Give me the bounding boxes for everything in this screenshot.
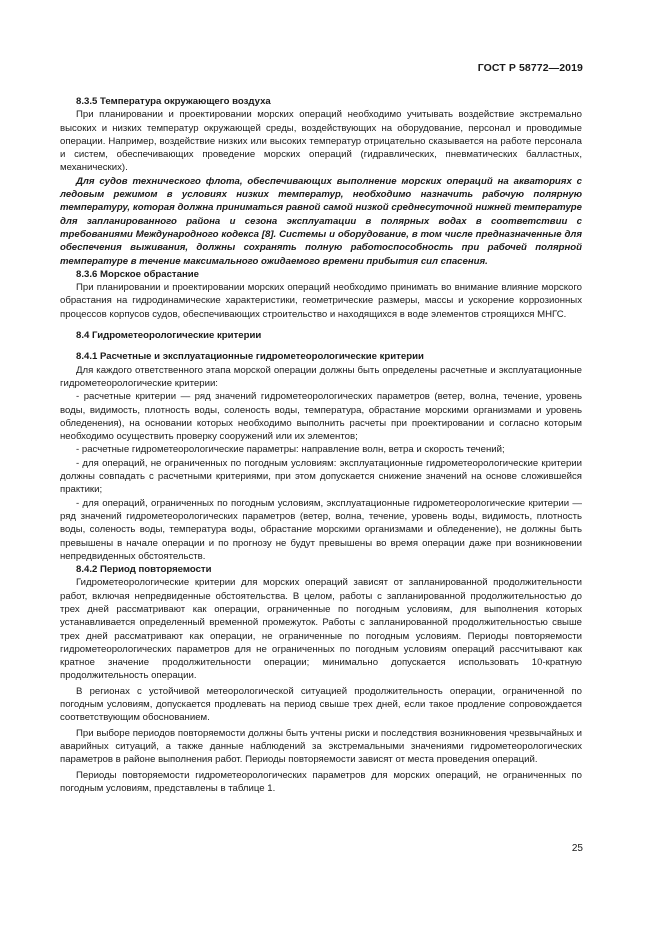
document-body — [60, 95, 582, 795]
section-8-4-1-list-item-3: - для операций, не ограниченных по погодным условиям: эксплуатационные гидрометеорологические критерии должны совпадать с расчетными критериями, при этом допускается снижение значений на основе сложившейся практики; — [60, 457, 582, 496]
section-8-3-5-paragraph-2: Для судов технического флота, обеспечивающих выполнение морских операций на акваториях с ледовым режимом в условиях низких температур, необходимо назначить рабочую полярную температуру, которая должна приниматься равной самой низкой среднесуточной нижней температуре для запланированного района и сезона эксплуатации в полярных водах в соответствии с требованиями Международного кодекса [8]. Системы и оборудование, в том числе предназначенные для обеспечения выживания, должны сохранять полную работоспособность при рабочей полярной температуре в течение максимального ожидаемого времени прибытия сил спасения. — [60, 175, 582, 267]
section-8-3-6-paragraph-1: При планировании и проектировании морских операций необходимо принимать во внимание влияние морского обрастания на гидродинамические характеристики, геометрические размеры, массы и ускорение коррозионных процессов корпусов судов, обеспечивающих строительство и находящихся в воде элементов строящихся МНГС. — [60, 282, 582, 320]
section-8-4-2-paragraph-1: Гидрометеорологические критерии для морских операций зависят от запланированной продолжительности работ, включая непредвиденные обстоятельства. В целом, работы с запланированной продолжительностью до трех дней рассматривают как операции, ограниченные по погодным условиям, для выполнения которых устанавливается определенный временной промежуток. Работы с запланированной продолжительностью свыше трех дней рассматривают как операции, не ограниченные по погодным условиям. Периоды повторяемости гидрометеорологических параметров для не ограниченных по погодным условиям операций рассчитывают как кратное значение продолжительности операции; минимально допускается использовать 10-кратную продолжительность операции. — [60, 577, 582, 682]
section-8-3-5-title: 8.3.5 Температура окружающего воздуха — [76, 96, 271, 107]
section-8-4-2-paragraph-2: В регионах с устойчивой метеорологической ситуацией продолжительность операции, ограниченной по погодным условиям, допускается продлевать на период свыше трех дней, если такое продление сопровождается соответствующим обоснованием. — [60, 685, 582, 724]
section-8-4-1-list-item-1: - расчетные критерии — ряд значений гидрометеорологических параметров (ветер, волна, течение, уровень воды, видимость, плотность воды, соленость воды, температура, обрастание морскими организмами и уровень обледенения), на основании которых необходимо выполнить расчеты при проектировании и согласно которым необходимо осуществить проверку сооружений или их элементов; — [60, 391, 582, 443]
section-8-4-2-paragraph-4: Периоды повторяемости гидрометеорологических параметров для морских операций, не ограниченных по погодным условиям, представлены в таблице 1. — [60, 769, 582, 794]
section-8-4-2-paragraph-3: При выборе периодов повторяемости должны быть учтены риски и последствия возникновения чрезвычайных и аварийных ситуаций, а также данные наблюдений за экстремальными значениями гидрометеорологических параметров в районе выполнения работ. Периоды повторяемости зависят от места проведения операций. — [60, 727, 582, 766]
section-8-4-2-title: 8.4.2 Период повторяемости — [76, 564, 212, 576]
section-8-4-1-list-item-4: - для операций, ограниченных по погодным условиям, эксплуатационные гидрометеорологические критерии — ряд значений гидрометеорологических параметров (ветер, волна, течение, уровень воды, видимость, плотность воды, соленость воды, температура воды, обрастание морскими организмами и обледенение), не должны быть превышены в начале операции и по прогнозу не будут превышены во время операции даже при возникновении непредвиденных обстоятельств. — [60, 497, 582, 562]
section-8-4-1-list-item-2: - расчетные гидрометеорологические параметры: направление волн, ветра и скорость течений; — [76, 444, 505, 456]
section-8-4-1-title: 8.4.1 Расчетные и эксплуатационные гидрометеорологические критерии — [76, 351, 424, 363]
section-8-3-6-title: 8.3.6 Морское обрастание — [76, 268, 199, 280]
section-8-3-5-paragraph-1: При планировании и проектировании морских операций необходимо учитывать воздействие экстремально высоких и низких температур окружающей среды, воздействующих на оборудование, персонал и проводимые операции. Например, воздействие низких или высоких температур отрицательно сказывается на работе персонала и систем, обеспечивающих проведение морских операций (гидравлических, пневматических балластных, механических). — [60, 109, 582, 174]
section-8-4-title: 8.4 Гидрометеорологические критерии — [76, 330, 262, 342]
section-8-4-1-paragraph-1: Для каждого ответственного этапа морской операции должны быть определены расчетные и эксплуатационные гидрометеорологические критерии: — [60, 364, 582, 389]
document-id-header: ГОСТ Р 58772—2019 — [477, 62, 583, 74]
page-number: 25 — [571, 843, 583, 854]
